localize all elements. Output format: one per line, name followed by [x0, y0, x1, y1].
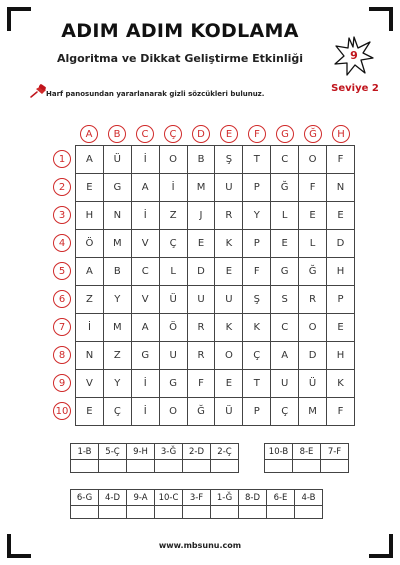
grid-cell: V: [76, 370, 104, 398]
column-header: [131, 124, 159, 144]
grid-cell: M: [299, 398, 327, 426]
code-cell: 1-Ğ: [211, 490, 239, 506]
answer-cell[interactable]: [265, 460, 293, 473]
row-header: [51, 257, 73, 285]
grid-cell: A: [76, 146, 104, 174]
grid-cell: C: [131, 258, 159, 286]
grid-cell: P: [327, 286, 355, 314]
grid-cell: K: [243, 314, 271, 342]
row-header-label: 5: [53, 262, 71, 280]
grid-row: [76, 314, 355, 342]
grid-cell: B: [187, 146, 215, 174]
grid-cell: Y: [103, 370, 131, 398]
code-cell: 5-Ç: [99, 444, 127, 460]
grid-cell: Y: [103, 286, 131, 314]
grid-cell: İ: [76, 314, 104, 342]
code-cell: 3-F: [183, 490, 211, 506]
row-header-label: 3: [53, 206, 71, 224]
row-header-label: 6: [53, 290, 71, 308]
grid-cell: K: [215, 314, 243, 342]
grid-cell: S: [271, 286, 299, 314]
grid-cell: R: [187, 314, 215, 342]
column-header-label: B: [108, 125, 126, 143]
grid-cell: E: [299, 202, 327, 230]
grid-cell: E: [76, 174, 104, 202]
grid-cell: Z: [159, 202, 187, 230]
grid-cell: T: [243, 370, 271, 398]
answer-cell[interactable]: [293, 460, 321, 473]
column-header: [75, 124, 103, 144]
code-cell: 7-F: [321, 444, 349, 460]
grid-cell: B: [103, 258, 131, 286]
grid-cell: P: [243, 174, 271, 202]
code-cell: 2-Ç: [211, 444, 239, 460]
answer-cell[interactable]: [99, 460, 127, 473]
answer-cell[interactable]: [71, 460, 99, 473]
instruction-text: Harf panosundan yararlanarak gizli sözcükleri bulunuz.: [46, 90, 265, 98]
column-header: [243, 124, 271, 144]
grid-row: [76, 146, 355, 174]
grid-cell: O: [299, 314, 327, 342]
row-header: [51, 285, 73, 313]
code-table-word-1: [70, 443, 239, 473]
row-header: [51, 341, 73, 369]
column-header-label: H: [332, 125, 350, 143]
code-cell: 9-H: [127, 444, 155, 460]
grid-cell: E: [76, 398, 104, 426]
grid-cell: L: [299, 230, 327, 258]
row-header: [51, 313, 73, 341]
grid-cell: N: [76, 342, 104, 370]
code-cell: 10-B: [265, 444, 293, 460]
code-cell: 1-B: [71, 444, 99, 460]
code-cell: 3-Ğ: [155, 444, 183, 460]
answer-row: [265, 460, 349, 473]
answer-cell[interactable]: [71, 506, 99, 519]
grid-cell: D: [187, 258, 215, 286]
code-cell: 8-D: [239, 490, 267, 506]
column-header-label: A: [80, 125, 98, 143]
grid-cell: Ş: [243, 286, 271, 314]
grid-cell: Ç: [103, 398, 131, 426]
row-header: [51, 201, 73, 229]
grid-cell: M: [187, 174, 215, 202]
grid-cell: E: [215, 370, 243, 398]
grid-cell: F: [187, 370, 215, 398]
grid-cell: Y: [243, 202, 271, 230]
grid-cell: İ: [131, 370, 159, 398]
answer-cell[interactable]: [267, 506, 295, 519]
code-row: [71, 490, 323, 506]
answer-row: [71, 506, 323, 519]
answer-cell[interactable]: [295, 506, 323, 519]
grid-cell: C: [271, 146, 299, 174]
grid-cell: U: [271, 370, 299, 398]
grid-cell: E: [271, 230, 299, 258]
column-header: [215, 124, 243, 144]
grid-cell: A: [76, 258, 104, 286]
corner-bracket-top-left: [7, 7, 31, 31]
grid-cell: K: [215, 230, 243, 258]
grid-row: [76, 174, 355, 202]
grid-row: [76, 342, 355, 370]
grid-cell: L: [271, 202, 299, 230]
grid-cell: H: [76, 202, 104, 230]
code-cell: 6-E: [267, 490, 295, 506]
answer-row: [71, 460, 239, 473]
row-header: [51, 369, 73, 397]
footer-url: www.mbsunu.com: [158, 541, 242, 550]
grid-cell: H: [327, 342, 355, 370]
answer-cell[interactable]: [211, 506, 239, 519]
row-header-label: 2: [53, 178, 71, 196]
grid-cell: M: [103, 230, 131, 258]
code-cell: 2-D: [183, 444, 211, 460]
row-header-label: 7: [53, 318, 71, 336]
grid-cell: E: [327, 202, 355, 230]
code-cell: 8-E: [293, 444, 321, 460]
letter-grid: [75, 145, 355, 426]
answer-cell[interactable]: [211, 460, 239, 473]
grid-cell: İ: [131, 398, 159, 426]
row-header-label: 9: [53, 374, 71, 392]
corner-bracket-top-right: [369, 7, 393, 31]
grid-cell: G: [103, 174, 131, 202]
grid-cell: Ç: [243, 342, 271, 370]
grid-cell: Ğ: [187, 398, 215, 426]
column-headers: [75, 124, 355, 144]
column-header: [187, 124, 215, 144]
code-cell: 10-C: [155, 490, 183, 506]
answer-cell[interactable]: [239, 506, 267, 519]
row-headers: [51, 145, 73, 425]
column-header-label: Ç: [164, 125, 182, 143]
column-header: [327, 124, 355, 144]
grid-row: [76, 230, 355, 258]
grid-cell: P: [243, 230, 271, 258]
column-header-label: D: [192, 125, 210, 143]
code-cell: 4-D: [99, 490, 127, 506]
grid-cell: Ş: [215, 146, 243, 174]
grid-cell: İ: [159, 174, 187, 202]
grid-cell: O: [215, 342, 243, 370]
grid-cell: U: [187, 286, 215, 314]
grid-cell: F: [327, 398, 355, 426]
grid-cell: P: [243, 398, 271, 426]
grid-cell: K: [327, 370, 355, 398]
column-header-label: E: [220, 125, 238, 143]
answer-cell[interactable]: [321, 460, 349, 473]
row-header-label: 1: [53, 150, 71, 168]
grid-cell: U: [215, 286, 243, 314]
level-label: Seviye 2: [331, 83, 379, 94]
answer-cell[interactable]: [155, 506, 183, 519]
grid-cell: N: [327, 174, 355, 202]
grid-cell: Ü: [159, 286, 187, 314]
answer-cell[interactable]: [155, 460, 183, 473]
grid-cell: E: [187, 230, 215, 258]
row-header: [51, 173, 73, 201]
answer-cell[interactable]: [127, 506, 155, 519]
grid-cell: F: [299, 174, 327, 202]
grid-cell: G: [131, 342, 159, 370]
row-header-label: 4: [53, 234, 71, 252]
answer-cell[interactable]: [99, 506, 127, 519]
grid-cell: A: [131, 174, 159, 202]
grid-cell: Ö: [159, 314, 187, 342]
grid-cell: F: [243, 258, 271, 286]
grid-cell: V: [131, 230, 159, 258]
grid-cell: İ: [131, 146, 159, 174]
grid-cell: D: [299, 342, 327, 370]
column-header: [103, 124, 131, 144]
row-header-label: 8: [53, 346, 71, 364]
column-header-label: F: [248, 125, 266, 143]
grid-cell: V: [131, 286, 159, 314]
grid-cell: L: [159, 258, 187, 286]
code-table-word-3: [70, 489, 323, 519]
grid-cell: T: [243, 146, 271, 174]
grid-cell: H: [327, 258, 355, 286]
code-row: [71, 444, 239, 460]
answer-cell[interactable]: [127, 460, 155, 473]
grid-row: [76, 398, 355, 426]
row-header-label: 10: [53, 402, 71, 420]
code-cell: 4-B: [295, 490, 323, 506]
grid-cell: J: [187, 202, 215, 230]
column-header: [271, 124, 299, 144]
grid-cell: İ: [131, 202, 159, 230]
answer-cell[interactable]: [183, 506, 211, 519]
grid-cell: C: [271, 314, 299, 342]
column-header-label: G: [276, 125, 294, 143]
grid-cell: Z: [103, 342, 131, 370]
grid-cell: O: [159, 398, 187, 426]
page-subtitle: Algoritma ve Dikkat Geliştirme Etkinliği: [56, 52, 304, 65]
code-cell: 6-G: [71, 490, 99, 506]
grid-cell: O: [299, 146, 327, 174]
grid-cell: Ü: [215, 398, 243, 426]
grid-cell: R: [215, 202, 243, 230]
column-header-label: Ğ: [304, 125, 322, 143]
grid-cell: R: [299, 286, 327, 314]
grid-cell: G: [159, 370, 187, 398]
row-header: [51, 145, 73, 173]
grid-row: [76, 202, 355, 230]
column-header: [159, 124, 187, 144]
grid-cell: E: [215, 258, 243, 286]
grid-cell: Ö: [76, 230, 104, 258]
answer-cell[interactable]: [183, 460, 211, 473]
code-row: [265, 444, 349, 460]
row-header: [51, 229, 73, 257]
grid-cell: U: [159, 342, 187, 370]
grid-cell: U: [215, 174, 243, 202]
grid-cell: Ğ: [299, 258, 327, 286]
activity-number: 9: [350, 49, 358, 62]
grid-row: [76, 258, 355, 286]
grid-cell: A: [271, 342, 299, 370]
grid-cell: Ü: [103, 146, 131, 174]
grid-cell: O: [159, 146, 187, 174]
grid-cell: D: [327, 230, 355, 258]
code-cell: 9-A: [127, 490, 155, 506]
grid-cell: Ğ: [271, 174, 299, 202]
grid-cell: Ç: [159, 230, 187, 258]
grid-cell: M: [103, 314, 131, 342]
grid-cell: Ü: [299, 370, 327, 398]
column-header-label: C: [136, 125, 154, 143]
grid-cell: A: [131, 314, 159, 342]
row-header: [51, 397, 73, 425]
grid-cell: Ç: [271, 398, 299, 426]
grid-cell: N: [103, 202, 131, 230]
grid-cell: Z: [76, 286, 104, 314]
column-header: [299, 124, 327, 144]
code-table-word-2: [264, 443, 349, 473]
grid-row: [76, 286, 355, 314]
page-title: ADIM ADIM KODLAMA: [61, 20, 299, 42]
grid-cell: E: [327, 314, 355, 342]
grid-cell: F: [327, 146, 355, 174]
grid-cell: G: [271, 258, 299, 286]
grid-row: [76, 370, 355, 398]
grid-cell: R: [187, 342, 215, 370]
